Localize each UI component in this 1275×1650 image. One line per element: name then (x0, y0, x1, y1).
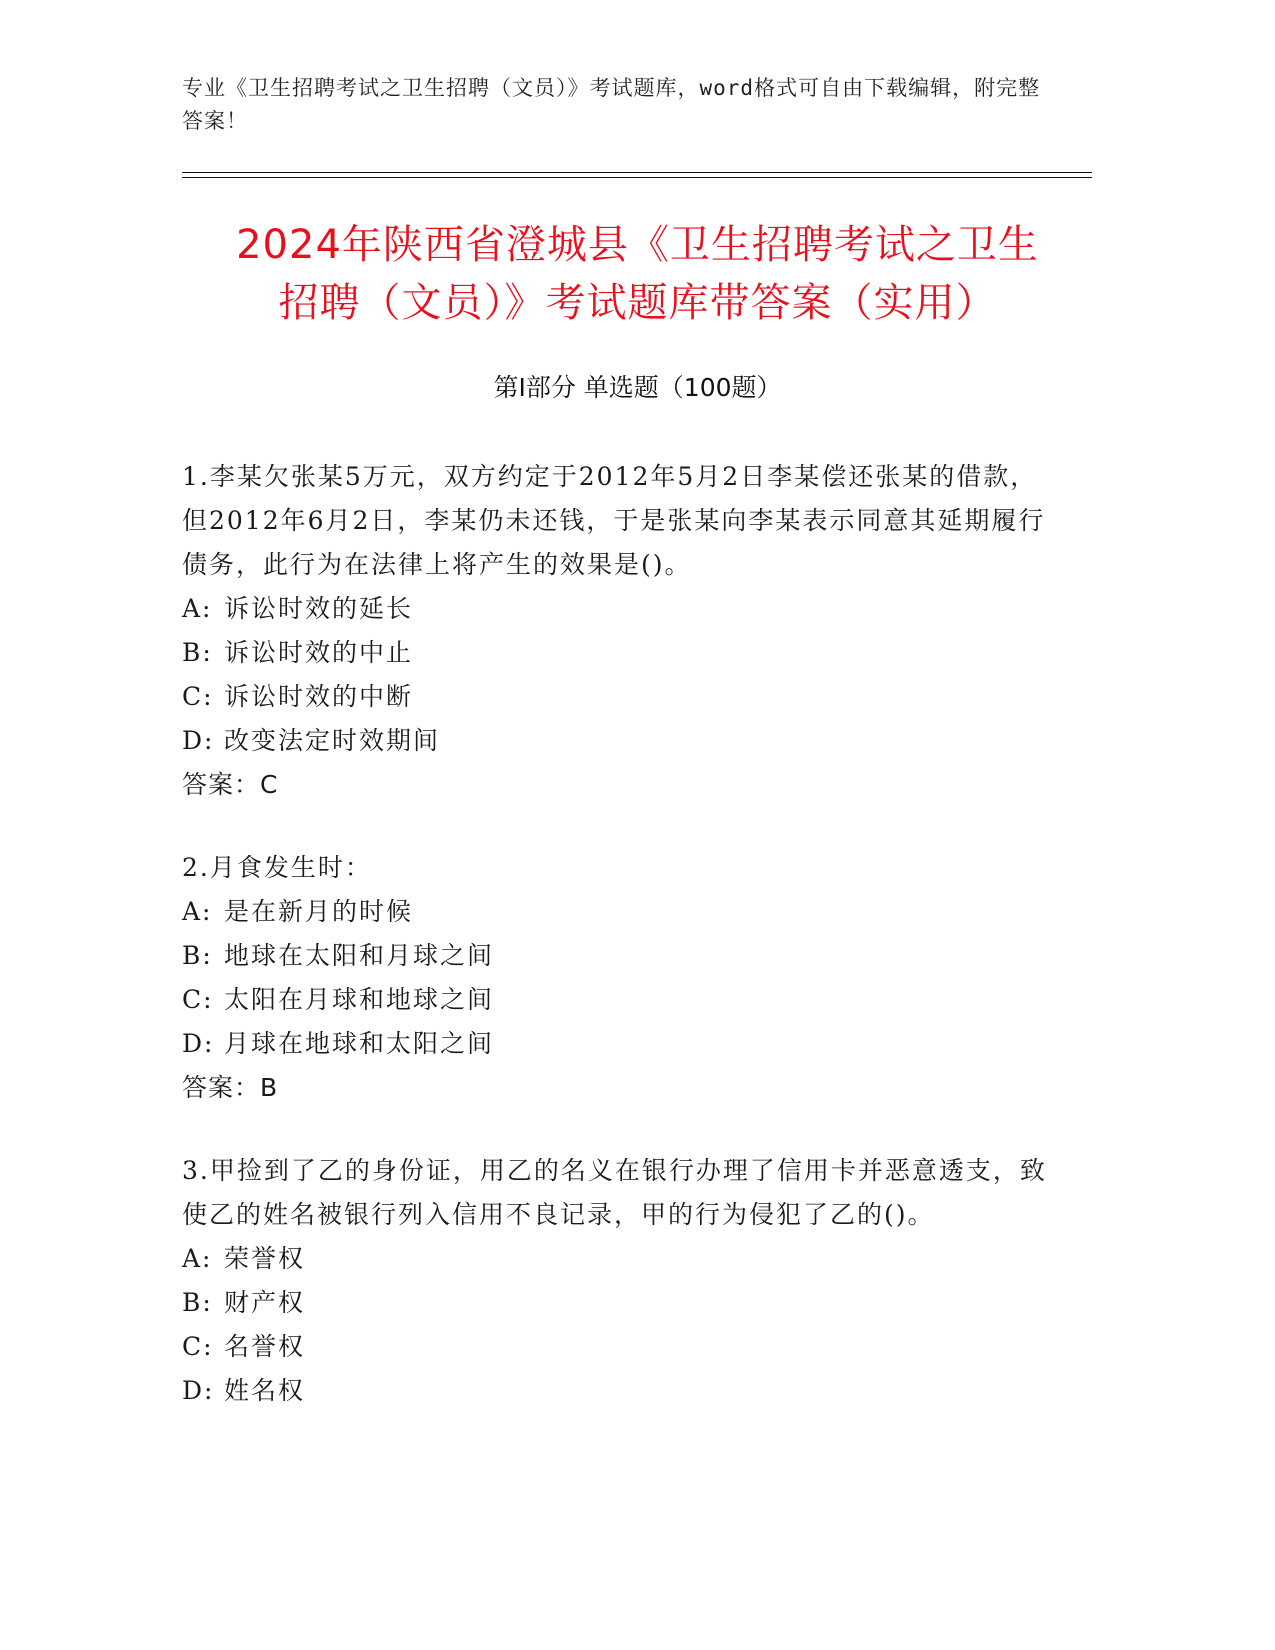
question-2 (182, 846, 1062, 1110)
question-3 (182, 1149, 1062, 1413)
option-text: 诉讼时效的中断 (224, 682, 414, 711)
option-text: 地球在太阳和月球之间 (224, 941, 495, 970)
option-d (182, 1369, 1062, 1413)
option-a (182, 587, 1062, 631)
question-stem: 2.月食发生时： (182, 853, 372, 882)
option-b (182, 934, 1062, 978)
section-title: 第Ⅰ部分 单选题（100题） (493, 373, 782, 402)
option-text: 改变法定时效期间 (224, 726, 441, 755)
option-text: 诉讼时效的延长 (224, 594, 414, 623)
title-line-1: 2024年陕西省澄城县《卫生招聘考试之卫生 (236, 222, 1039, 268)
question-stem: 3.甲捡到了乙的身份证，用乙的名义在银行办理了信用卡并恶意透支，致使乙的姓名被银行列入信用不良记录，甲的行为侵犯了乙的()。 (182, 1156, 1047, 1229)
option-letter: C: (182, 1332, 214, 1361)
header-divider-bottom (182, 177, 1092, 178)
option-letter: B: (182, 1288, 213, 1317)
document-title (0, 216, 1275, 332)
header-divider-top (182, 172, 1092, 173)
answer: 答案：C (182, 770, 279, 799)
title-line-2: 招聘（文员）》考试题库带答案（实用） (278, 280, 997, 326)
option-letter: D: (182, 1376, 215, 1405)
option-letter: A: (182, 1244, 213, 1273)
option-a (182, 1237, 1062, 1281)
question-1 (182, 455, 1062, 807)
option-d (182, 1022, 1062, 1066)
question-list (182, 455, 1062, 1452)
option-b (182, 631, 1062, 675)
option-d (182, 719, 1062, 763)
option-letter: C: (182, 985, 214, 1014)
option-text: 财产权 (224, 1288, 306, 1317)
option-text: 荣誉权 (224, 1244, 306, 1273)
option-letter: B: (182, 941, 213, 970)
option-text: 月球在地球和太阳之间 (224, 1029, 495, 1058)
answer: 答案：B (182, 1073, 279, 1102)
option-b (182, 1281, 1062, 1325)
option-letter: A: (182, 594, 213, 623)
header-note: 专业《卫生招聘考试之卫生招聘（文员）》考试题库，word格式可自由下载编辑，附完整答案！ (182, 76, 1041, 133)
option-text: 诉讼时效的中止 (224, 638, 414, 667)
option-c (182, 675, 1062, 719)
option-letter: D: (182, 726, 215, 755)
option-letter: D: (182, 1029, 215, 1058)
option-c (182, 978, 1062, 1022)
option-text: 名誉权 (224, 1332, 306, 1361)
option-a (182, 890, 1062, 934)
question-stem: 1.李某欠张某5万元，双方约定于2012年5月2日李某偿还张某的借款，但2012年6月2日，李某仍未还钱，于是张某向李某表示同意其延期履行债务，此行为在法律上将产生的效果是()。 (182, 462, 1046, 579)
option-letter: A: (182, 897, 213, 926)
option-text: 是在新月的时候 (224, 897, 414, 926)
option-c (182, 1325, 1062, 1369)
option-letter: B: (182, 638, 213, 667)
option-text: 姓名权 (224, 1376, 306, 1405)
option-text: 太阳在月球和地球之间 (224, 985, 495, 1014)
option-letter: C: (182, 682, 214, 711)
